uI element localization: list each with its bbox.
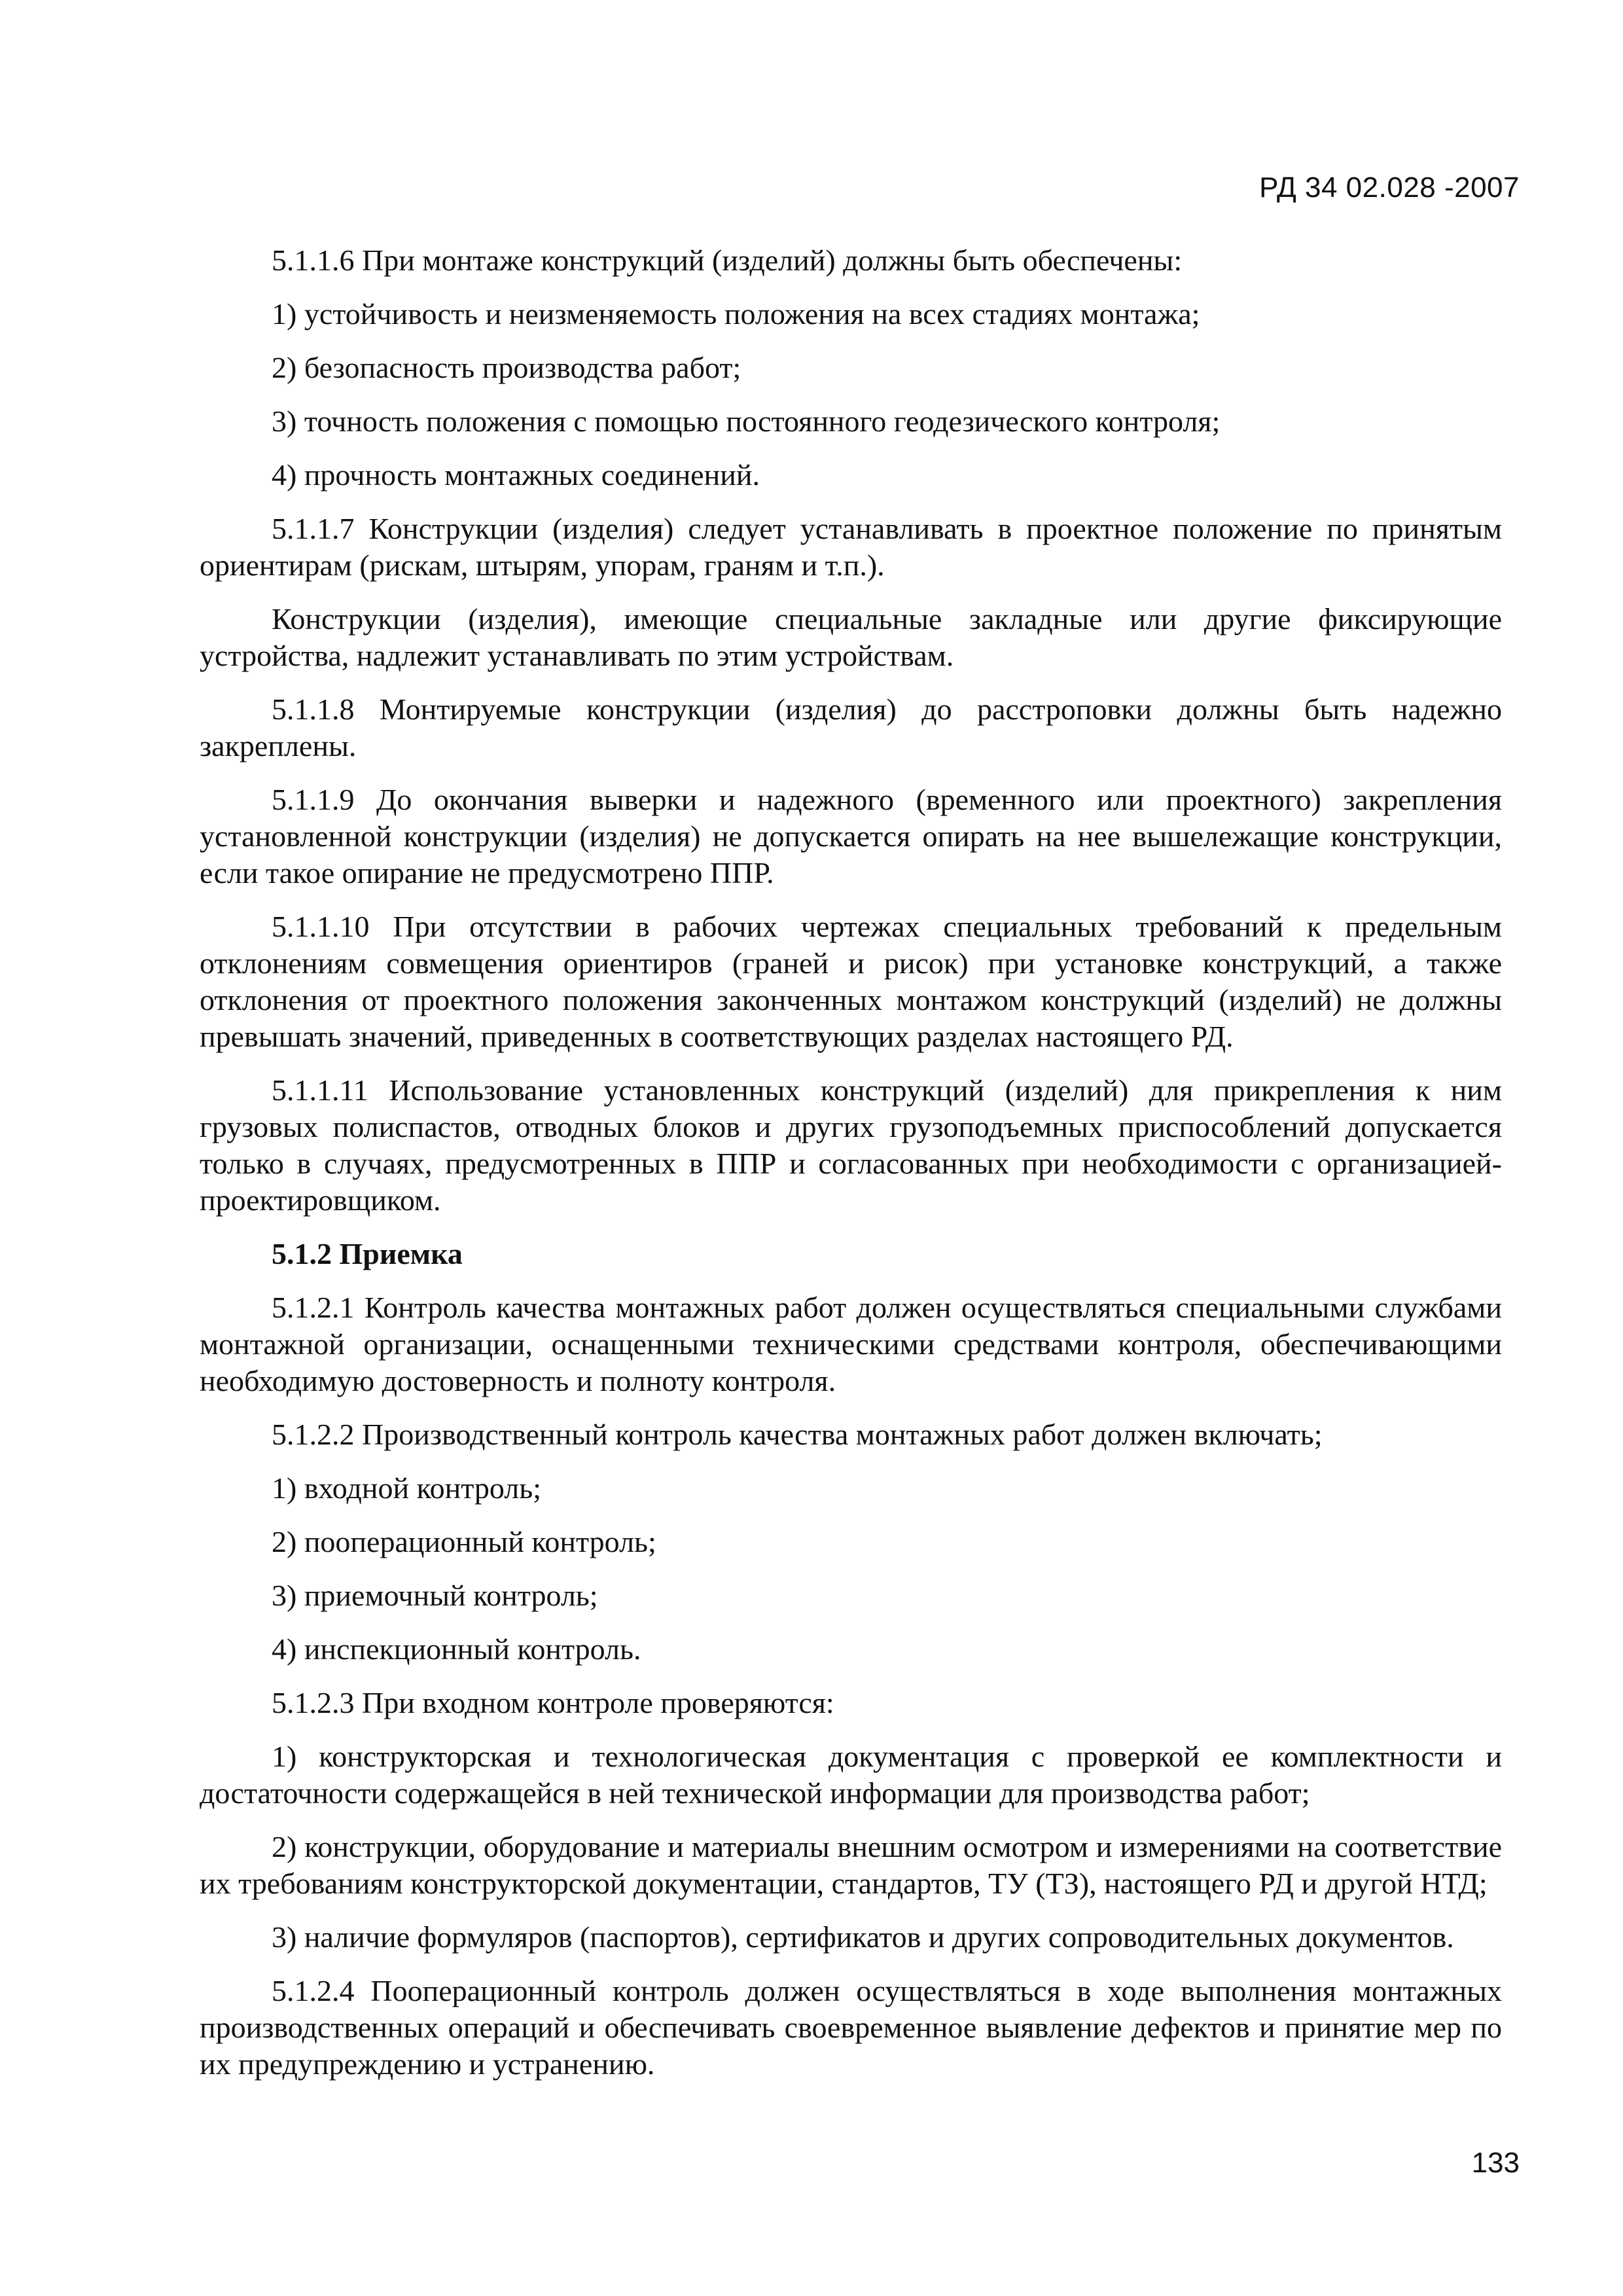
list-item: 3) наличие формуляров (паспортов), сертификатов и других сопроводительных документов. [272, 1920, 1454, 1954]
list-item: 1) входной контроль; [272, 1471, 542, 1505]
list-item: 2) конструкции, оборудование и материалы внешним осмотром и измерениями на соответствие их требованиям конструкторской документации, стандартов, ТУ (ТЗ), настоящего РД и другой НТД; [200, 1830, 1502, 1900]
list-item: 1) конструкторская и технологическая документация с проверкой ее комплектности и достаточности содержащейся в ней технической информации для производства работ; [200, 1740, 1502, 1810]
list-item: 4) инспекционный контроль. [272, 1632, 641, 1666]
paragraph-5-1-1-9: 5.1.1.9 До окончания выверки и надежного (временного или проектного) закрепления установленной конструкции (изделия) не допускается опирать на нее вышележащие конструкции, если такое опирание не предусмотрено ППР. [200, 783, 1502, 889]
list-item: 2) безопасность производства работ; [272, 351, 741, 384]
paragraph-5-1-1-6: 5.1.1.6 При монтаже конструкций (изделий) должны быть обеспечены: [272, 243, 1183, 277]
paragraph-5-1-2-3: 5.1.2.3 При входном контроле проверяются: [272, 1686, 834, 1719]
paragraph-5-1-1-8: 5.1.1.8 Монтируемые конструкции (изделия) до расстроповки должны быть надежно закреплены. [200, 692, 1502, 762]
paragraph-5-1-1-10: 5.1.1.10 При отсутствии в рабочих чертежах специальных требований к предельным отклонениям совмещения ориентиров (граней и рисок) при установке конструкций, а также отклонения от проектного положения законченных монтажом конструкций (изделий) не должны превышать значений, приведенных в соответствующих разделах настоящего РД. [200, 910, 1502, 1053]
section-heading: 5.1.2 Приемка [272, 1237, 463, 1270]
list-item: 4) прочность монтажных соединений. [272, 458, 760, 492]
list-item: 3) точность положения с помощью постоянного геодезического контроля; [272, 404, 1221, 438]
paragraph-5-1-1-7: 5.1.1.7 Конструкции (изделия) следует устанавливать в проектное положение по принятым ориентирам (рискам, штырям, упорам, граням и т.п.). [200, 512, 1502, 582]
page-body [200, 242, 1502, 2100]
paragraph-5-1-2-4: 5.1.2.4 Пооперационный контроль должен осуществляться в ходе выполнения монтажных производственных операций и обеспечивать своевременное выявление дефектов и принятие мер по их предупреждению и устранению. [200, 1974, 1502, 2081]
document-code: РД 34 02.028 -2007 [1259, 171, 1520, 204]
paragraph-5-1-2-1: 5.1.2.1 Контроль качества монтажных работ должен осуществляться специальными службами монтажной организации, оснащенными техническими средствами контроля, обеспечивающими необходимую достоверность и полноту контроля. [200, 1291, 1502, 1397]
list-item: 2) пооперационный контроль; [272, 1525, 656, 1558]
paragraph-5-1-2-2: 5.1.2.2 Производственный контроль качества монтажных работ должен включать; [272, 1418, 1323, 1451]
list-item: 1) устойчивость и неизменяемость положения на всех стадиях монтажа; [272, 297, 1200, 331]
page-number: 133 [1471, 2147, 1520, 2179]
list-item: 3) приемочный контроль; [272, 1579, 598, 1612]
paragraph-5-1-1-11: 5.1.1.11 Использование установленных конструкций (изделий) для прикрепления к ним грузовых полиспастов, отводных блоков и других грузоподъемных приспособлений допускается только в случаях, предусмотренных в ППР и согласованных при необходимости с организацией-проектировщиком. [200, 1073, 1502, 1217]
paragraph: Конструкции (изделия), имеющие специальные закладные или другие фиксирующие устройства, надлежит устанавливать по этим устройствам. [200, 602, 1502, 672]
